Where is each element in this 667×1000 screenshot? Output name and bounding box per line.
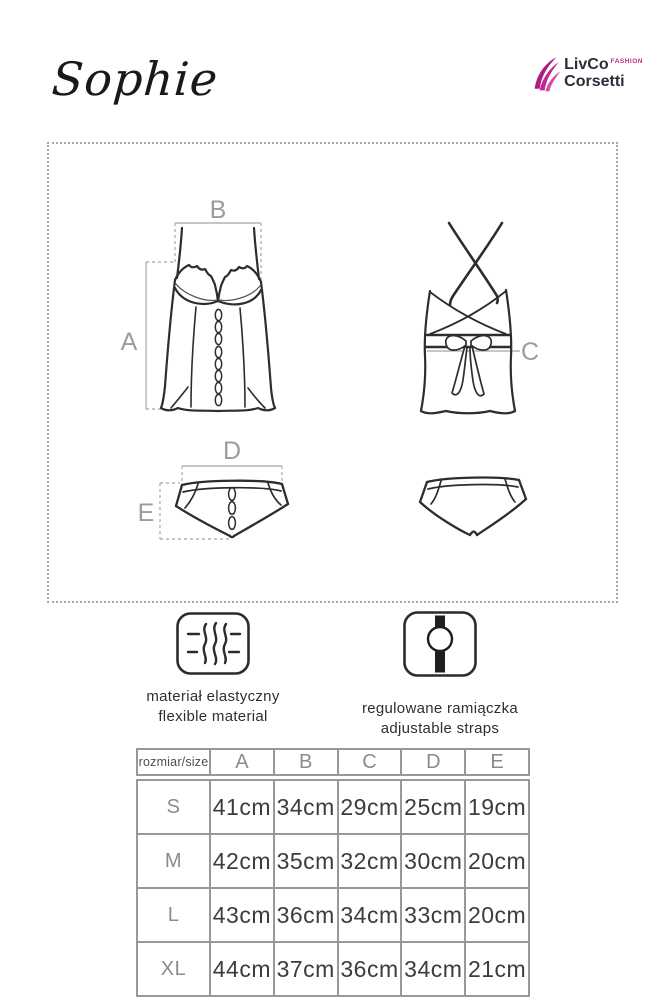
value-cell: 34cm	[401, 942, 465, 996]
size-cell: XL	[137, 942, 210, 996]
value-cell: 34cm	[274, 780, 338, 834]
brand-name-corsetti: Corsetti	[564, 72, 625, 90]
table-row-xl	[137, 942, 529, 996]
header-cell-size-label: rozmiar/size	[137, 749, 210, 775]
button-loops-panties	[229, 488, 236, 530]
brand-name-livco: LivCo	[564, 55, 609, 73]
adjustable-straps-icon	[403, 611, 477, 677]
bow-drawing	[446, 336, 491, 396]
panties-front-drawing	[176, 481, 288, 537]
table-row-m	[137, 834, 529, 888]
header-cell-a: A	[210, 749, 274, 775]
measure-label-b: B	[209, 196, 227, 224]
value-cell: 36cm	[274, 888, 338, 942]
value-cell: 19cm	[465, 780, 529, 834]
feature-straps-label-en: adjustable straps	[380, 719, 500, 737]
measure-label-a: A	[120, 328, 138, 356]
value-cell: 36cm	[338, 942, 402, 996]
value-cell: 35cm	[274, 834, 338, 888]
size-table-body	[136, 779, 530, 997]
brand-text	[564, 57, 643, 90]
value-cell: 41cm	[210, 780, 274, 834]
feature-elastic-label	[128, 687, 298, 727]
brand-name-fashion: FASHION	[610, 57, 643, 65]
elastic-material-icon	[176, 612, 250, 675]
feature-elastic-label-en: flexible material	[158, 707, 268, 725]
value-cell: 37cm	[274, 942, 338, 996]
value-cell: 21cm	[465, 942, 529, 996]
measure-label-c: C	[520, 338, 540, 366]
camisole-front-drawing	[161, 228, 275, 411]
panties-back-drawing	[420, 478, 526, 535]
table-row-l	[137, 888, 529, 942]
feature-straps-label	[350, 699, 530, 739]
value-cell: 25cm	[401, 780, 465, 834]
value-cell: 44cm	[210, 942, 274, 996]
value-cell: 30cm	[401, 834, 465, 888]
brand-wing-icon	[533, 52, 561, 94]
header-cell-d: D	[401, 749, 465, 775]
value-cell: 20cm	[465, 834, 529, 888]
diagram-box	[47, 142, 618, 603]
size-cell: S	[137, 780, 210, 834]
header-cell-c: C	[338, 749, 402, 775]
table-row-s	[137, 780, 529, 834]
value-cell: 20cm	[465, 888, 529, 942]
feature-straps-label-pl: regulowane ramiączka	[361, 700, 519, 717]
measure-label-d: D	[222, 437, 242, 465]
value-cell: 29cm	[338, 780, 402, 834]
measure-label-e: E	[137, 499, 155, 527]
value-cell: 43cm	[210, 888, 274, 942]
feature-elastic-label-pl: materiał elastyczny	[146, 688, 280, 705]
size-cell: M	[137, 834, 210, 888]
size-table	[136, 748, 530, 997]
header-cell-e: E	[465, 749, 529, 775]
garment-diagram-svg	[49, 144, 616, 601]
camisole-back-drawing	[421, 223, 515, 413]
size-table-header	[136, 748, 530, 776]
value-cell: 42cm	[210, 834, 274, 888]
value-cell: 32cm	[338, 834, 402, 888]
page-title: Sophie	[50, 52, 221, 106]
header-cell-b: B	[274, 749, 338, 775]
value-cell: 34cm	[338, 888, 402, 942]
brand-logo	[533, 52, 643, 94]
button-loops-front-top	[215, 309, 221, 405]
value-cell: 33cm	[401, 888, 465, 942]
size-cell: L	[137, 888, 210, 942]
